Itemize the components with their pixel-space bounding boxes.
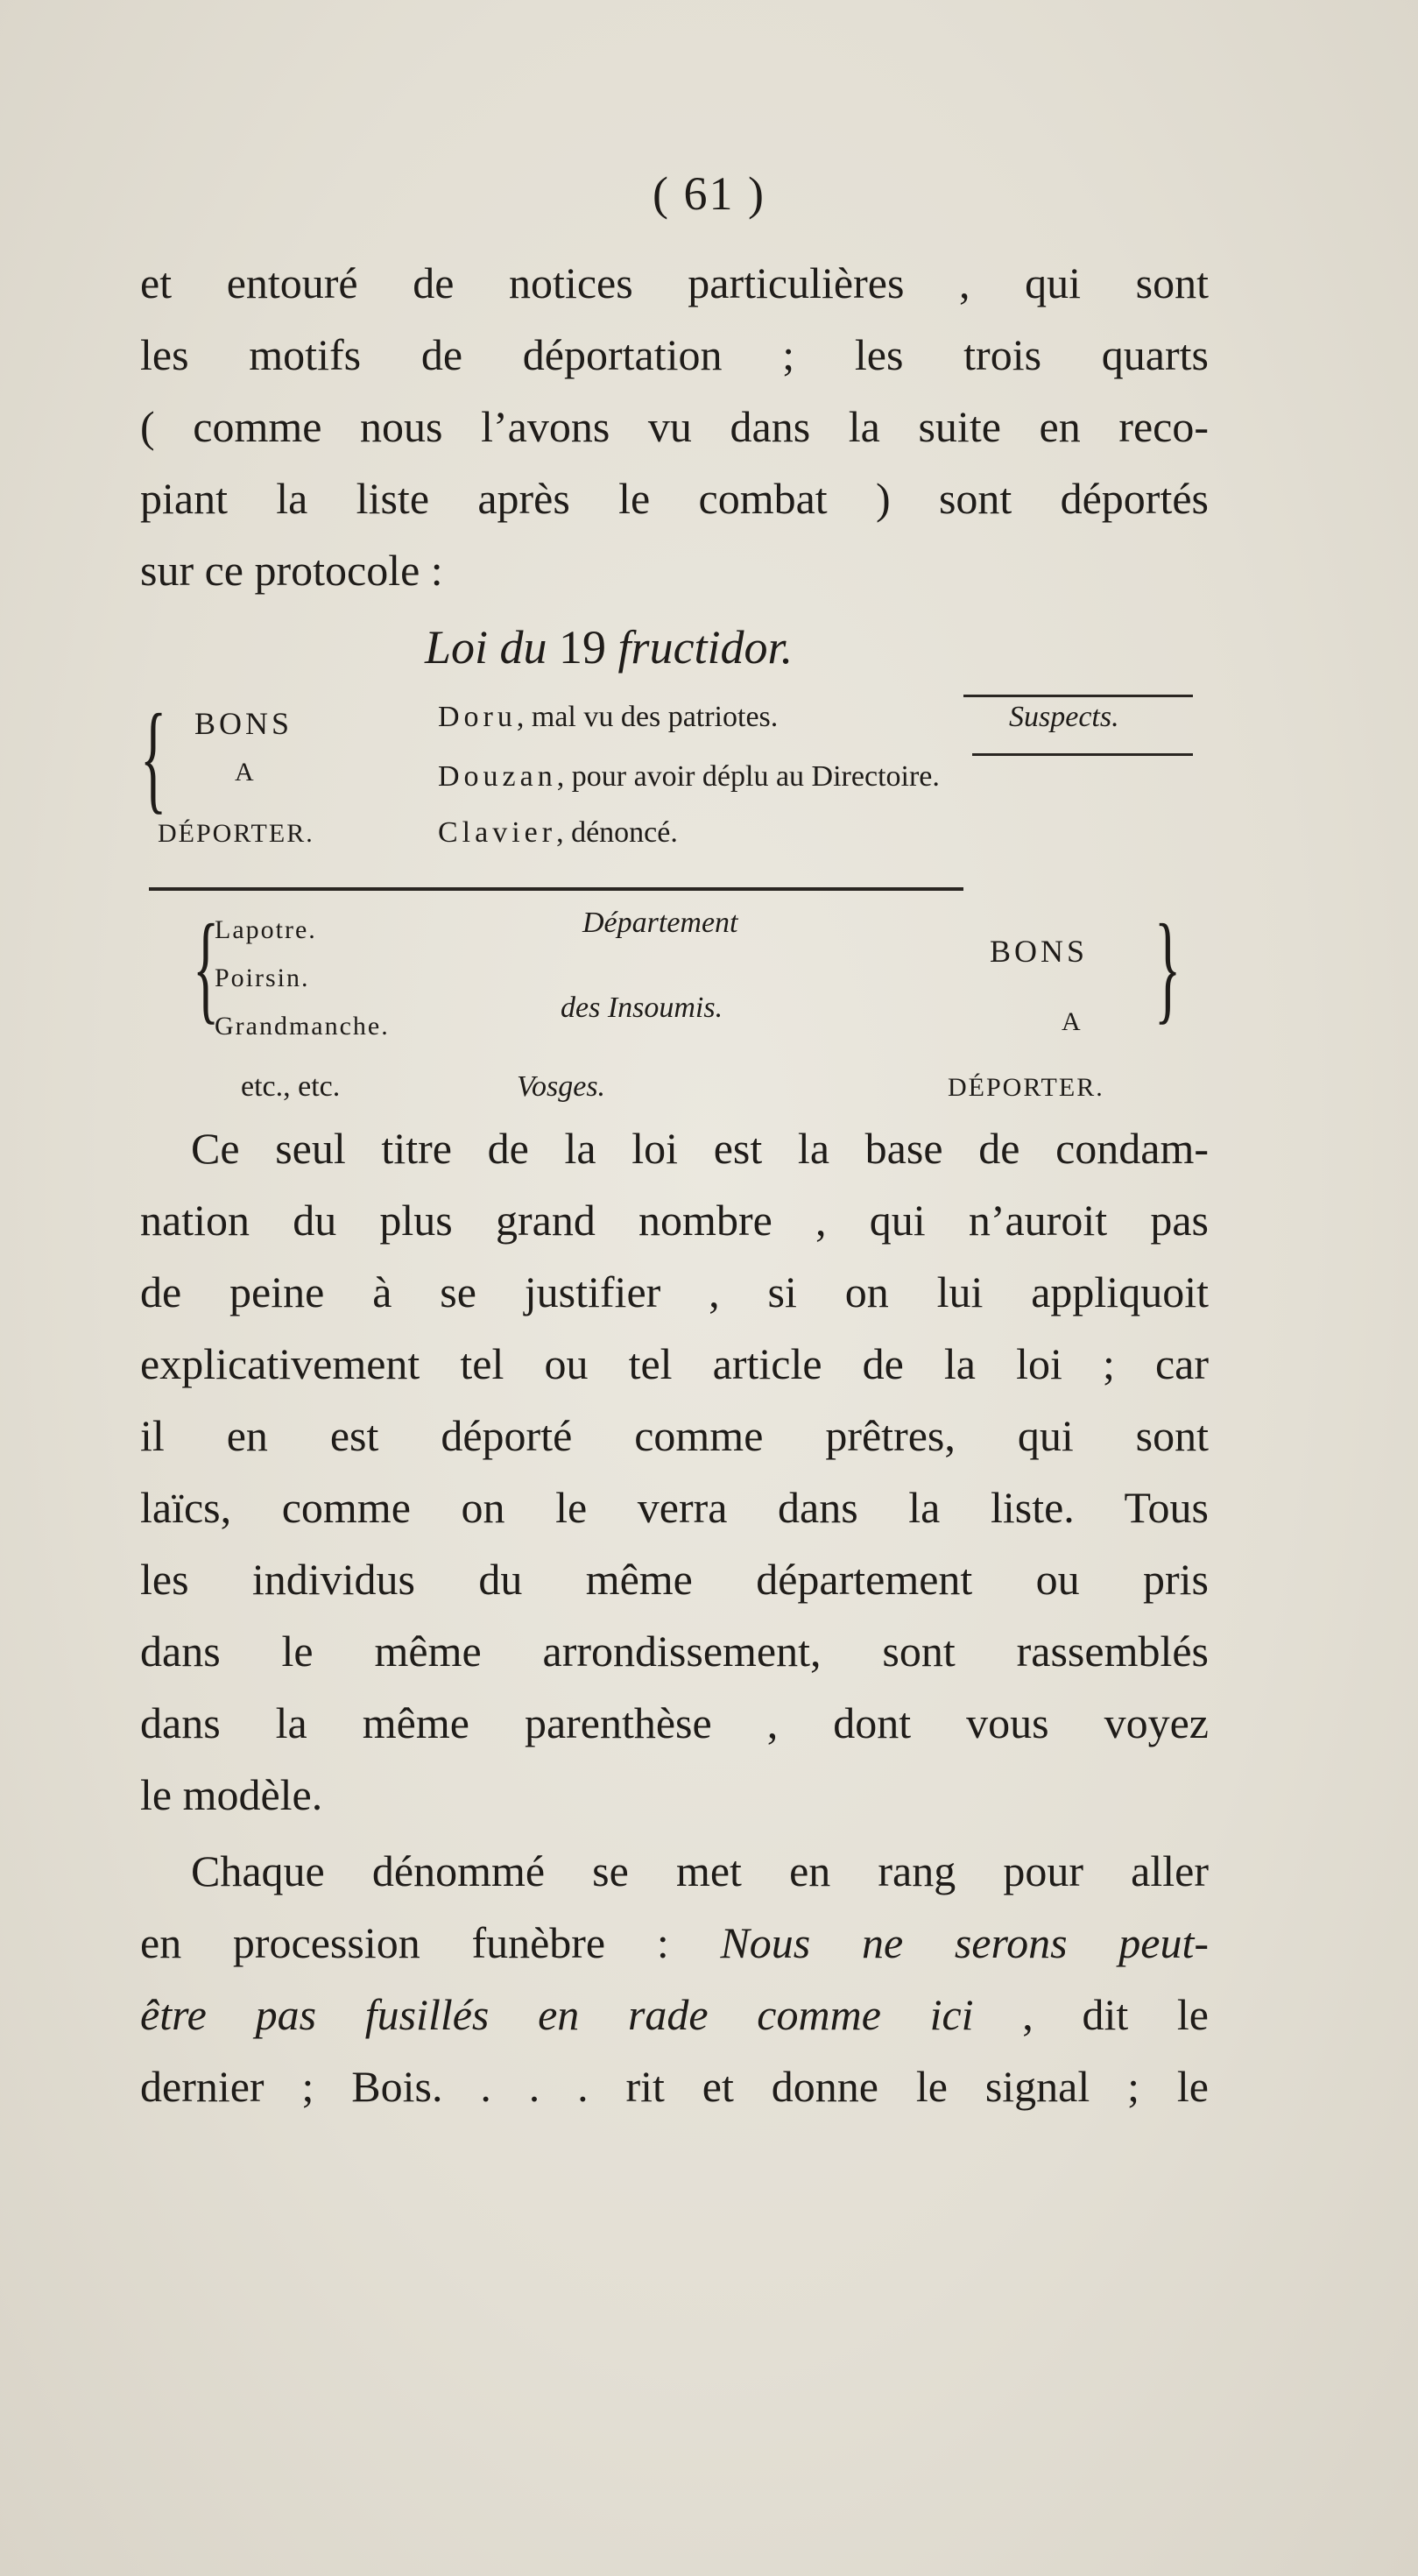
table-title [425, 620, 793, 674]
text-line: explicativement tel ou tel article de la loi ; car [140, 1339, 1209, 1388]
text-line: dernier ; Bois. . . . rit et donne le signal ; le [140, 2062, 1209, 2111]
table-title-number: 19 [559, 621, 607, 674]
text-line: il en est déporté comme prêtres, qui sont [140, 1411, 1209, 1460]
text-line: laïcs, comme on le verra dans la liste. Tous [140, 1483, 1209, 1532]
table-title-part2: fructidor. [617, 621, 794, 674]
page-number: ( 61 ) [653, 167, 765, 220]
insoumis-label: des Insoumis. [561, 992, 723, 1024]
text-line: dans la même parenthèse , dont vous voyez [140, 1698, 1209, 1747]
vosges-label: Vosges. [517, 1070, 606, 1103]
rule-bottom [149, 887, 963, 891]
text-line: sur ce protocole : [140, 546, 443, 595]
person-note: , pour avoir déplu au Directoire. [556, 760, 940, 793]
table-title-part1: Loi du [425, 621, 547, 674]
text-line: dans le même arrondissement, sont rassemblés [140, 1627, 1209, 1676]
person-name: Doru [438, 701, 517, 733]
text-line [140, 1979, 1209, 2050]
person-note: , mal vu des patriotes. [516, 701, 779, 733]
suspects-label: Suspects. [1009, 701, 1119, 733]
a-label: A [235, 758, 256, 787]
deporter-label: DÉPORTER. [948, 1073, 1104, 1102]
text-line: Chaque dénommé se met en rang pour aller [191, 1846, 1209, 1895]
left-brace: { [193, 900, 220, 1035]
text-line: piant la liste après le combat ) sont déportés [140, 474, 1209, 523]
a-label: A [1062, 1007, 1083, 1036]
text-line: les individus du même département ou pris [140, 1555, 1209, 1604]
left-brace: { [140, 689, 167, 825]
table-row [438, 816, 678, 850]
person-name: Clavier [438, 816, 557, 849]
person-name: Grandmanche. [215, 1012, 390, 1041]
person-name: Poirsin. [215, 963, 310, 992]
deporter-label: DÉPORTER. [158, 819, 314, 848]
table-row [438, 760, 940, 794]
bons-label: BONS [194, 706, 293, 741]
person-name: Lapotre. [215, 915, 317, 944]
text-line: et entouré de notices particulières , qui sont [140, 258, 1209, 307]
text-line: le modèle. [140, 1770, 323, 1819]
person-name: Douzan [438, 760, 557, 793]
table-row [438, 701, 778, 734]
bons-label: BONS [990, 934, 1089, 969]
text-line: ( comme nous l’avons vu dans la suite en reco- [140, 402, 1209, 451]
text-line: les motifs de déportation ; les trois quarts [140, 330, 1209, 379]
rule-top [963, 695, 1193, 697]
right-brace: } [1154, 900, 1182, 1035]
rule-middle [972, 753, 1193, 756]
text-segment: en procession funèbre : [140, 1918, 721, 1967]
department-label: Département [582, 907, 738, 939]
text-line: de peine à se justifier , si on lui appliquoit [140, 1267, 1209, 1316]
text-line: Ce seul titre de la loi est la base de condam- [191, 1124, 1209, 1173]
italic-segment: Nous ne serons peut- [720, 1918, 1209, 1967]
text-line [140, 1907, 1209, 1979]
text-line: nation du plus grand nombre , qui n’auroit pas [140, 1196, 1209, 1245]
italic-segment: être pas fusillés en rade comme ici [140, 1990, 974, 2039]
text-segment: , dit le [973, 1990, 1209, 2039]
etc-label: etc., etc. [241, 1070, 341, 1103]
person-note: , dénoncé. [556, 816, 678, 849]
